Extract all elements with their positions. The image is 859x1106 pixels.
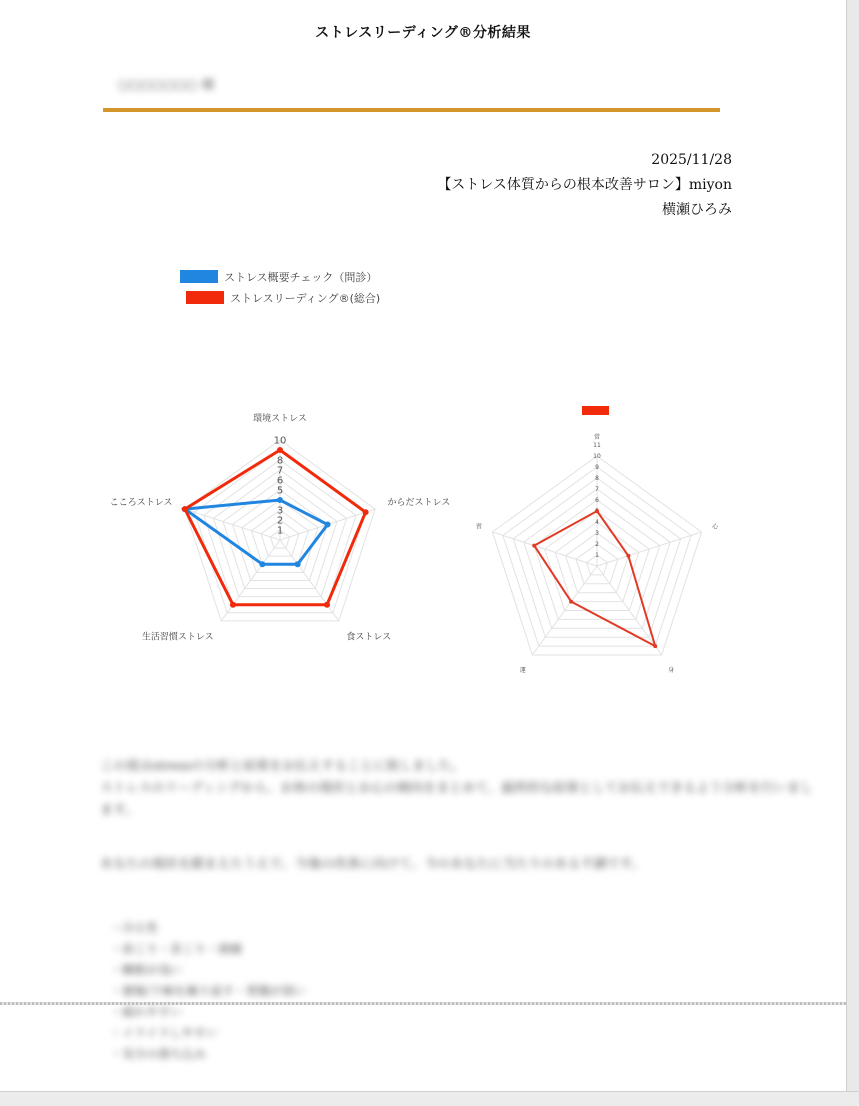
para1-line3: ます。 (100, 803, 138, 818)
salon-name: 【ストレス体質からの根本改善サロン】miyon (437, 177, 732, 193)
axis-label: からだストレス (387, 498, 451, 509)
tick-label: 1 (595, 552, 599, 560)
symptom-item: ・便秘/下痢を繰り返す・胃腸が弱い (110, 984, 307, 998)
data-point (595, 509, 599, 513)
tick-label: 7 (276, 465, 284, 477)
tick-label: 9 (595, 464, 599, 472)
legend-item-series2 (180, 287, 380, 308)
legend-swatch-blue (180, 270, 218, 283)
data-point (363, 509, 369, 515)
header-rule (103, 108, 720, 112)
symptom-item: ・冷え性 (110, 921, 159, 935)
legend-swatch-red (186, 291, 224, 304)
axis-label: 常 (593, 434, 601, 441)
tick-label: 11 (593, 442, 601, 450)
axis-label: 運 (519, 666, 526, 674)
legend-label-series2: ストレスリーディング®(総合) (230, 291, 381, 305)
axis-label: 心 (712, 523, 719, 531)
scrollbar-track[interactable] (846, 0, 859, 1105)
tick-label: 1 (276, 525, 284, 537)
tick-label: 7 (595, 486, 599, 494)
symptom-item: ・睡眠が浅い (110, 963, 183, 977)
paragraph-intro (100, 756, 814, 822)
tick-label: 2 (276, 515, 284, 527)
chart2-legend-swatch (582, 406, 609, 415)
tick-label: 6 (276, 475, 284, 487)
radar-chart-main (90, 414, 470, 690)
symptom-item: ・疲れやすい (110, 1005, 183, 1019)
data-point (325, 522, 331, 528)
page-break-divider (0, 1002, 846, 1005)
report-date: 2025/11/28 (651, 152, 732, 168)
axis-label: 食ストレス (346, 632, 392, 643)
data-point (532, 544, 536, 548)
symptom-item: ・肩こり・首こり・頭痛 (110, 942, 243, 956)
data-point (295, 561, 301, 567)
axis-label: こころストレス (109, 498, 173, 509)
tick-label: 3 (595, 530, 599, 538)
symptom-item: ・イライラしやすい (110, 1026, 218, 1040)
author-name: 横瀬ひろみ (662, 202, 732, 218)
axis-label: 身 (668, 666, 675, 674)
tick-label: 3 (276, 505, 284, 517)
page-title: ストレスリーディング®分析結果 (315, 25, 531, 41)
client-name-blurred: ○○○○○○○ 様 (118, 78, 215, 93)
data-point (626, 554, 630, 558)
para1-line2: ストレスのリーディングから、お体の現状とお心の傾向をまとめて、最終的な結果としてお伝えできるよう分析を行いまし (100, 781, 814, 796)
data-point (324, 602, 330, 608)
tick-label: 6 (595, 497, 599, 505)
axis-label: 環境ストレス (253, 414, 307, 424)
legend-label-series1: ストレス概要チェック（問診） (224, 270, 378, 284)
symptom-item: ・気分の落ち込み (110, 1047, 207, 1061)
data-point (182, 506, 188, 512)
radar-chart-secondary (470, 430, 750, 690)
chart-legend (180, 266, 380, 308)
data-point (259, 561, 265, 567)
document-meta (437, 148, 732, 223)
tick-label: 5 (276, 485, 284, 497)
tick-label: 8 (595, 475, 599, 483)
tick-label: 4 (595, 519, 599, 527)
data-point (277, 497, 283, 503)
tick-label: 10 (593, 453, 601, 461)
data-point (277, 447, 283, 453)
data-point (230, 602, 236, 608)
legend-item-series1 (180, 266, 380, 287)
tick-label: 10 (273, 435, 287, 447)
axis-label: 生活習慣ストレス (141, 632, 214, 643)
data-point (569, 600, 573, 604)
para1-line1: この度はstressの分析と結果をお伝えすることに致しました。 (100, 759, 465, 774)
spoke-line (597, 532, 702, 566)
axis-label: 習 (475, 523, 482, 531)
tick-label: 2 (595, 541, 599, 549)
bottom-scroll-bar[interactable] (0, 1091, 858, 1106)
data-point (653, 644, 657, 648)
symptom-list (110, 918, 306, 1065)
paragraph-summary: あなたの現状を踏まえたうえで、今後の改善に向けて、今のあなたに当たりのある不調です。 (100, 857, 645, 872)
tick-label: 8 (276, 455, 284, 467)
